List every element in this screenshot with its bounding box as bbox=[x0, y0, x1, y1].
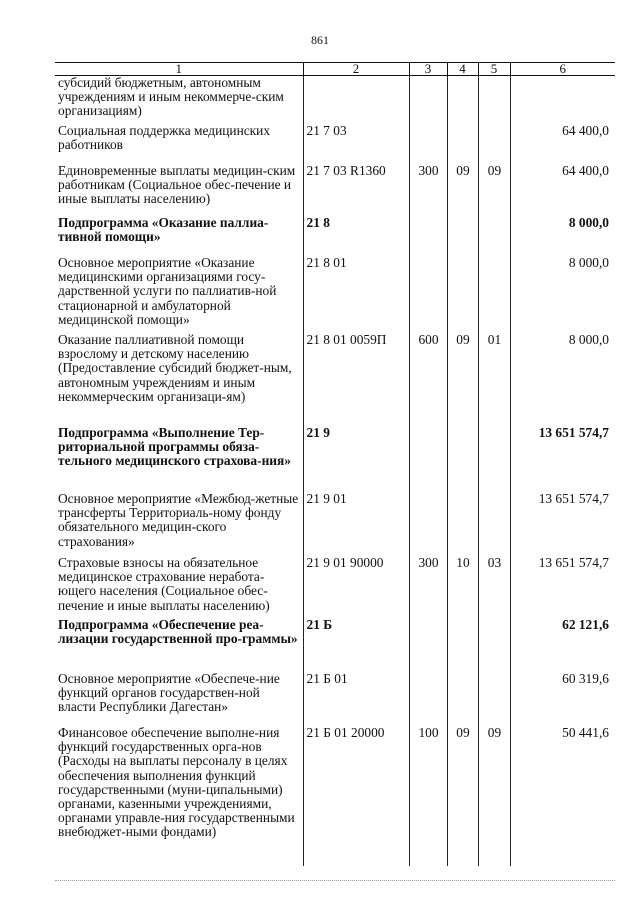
column-header-6: 6 bbox=[510, 63, 615, 76]
page-bottom-edge bbox=[55, 880, 615, 881]
row-amount: 64 400,0 bbox=[510, 164, 615, 216]
row-code: 21 7 03 bbox=[303, 124, 409, 164]
row-section bbox=[447, 216, 478, 256]
row-expense-type bbox=[409, 672, 447, 726]
row-amount bbox=[510, 76, 615, 125]
row-amount: 13 651 574,7 bbox=[510, 556, 615, 618]
budget-table bbox=[55, 62, 615, 866]
table-row bbox=[55, 164, 615, 216]
row-name: Основное мероприятие «Оказание медицинскими организациями госу-дарственной услуги по паллиатив-ной стационарной и амбулаторной медицинской помощи» bbox=[55, 256, 303, 333]
row-expense-type bbox=[409, 618, 447, 672]
row-code: 21 8 01 0059П bbox=[303, 333, 409, 426]
row-code: 21 9 01 90000 bbox=[303, 556, 409, 618]
row-section: 10 bbox=[447, 556, 478, 618]
row-name: Страховые взносы на обязательное медицинское страхование неработа-ющего населения (Социальное обес-печение и иные выплаты населению) bbox=[55, 556, 303, 618]
table-row bbox=[55, 492, 615, 556]
row-name: Подпрограмма «Оказание паллиа-тивной помощи» bbox=[55, 216, 303, 256]
table-row bbox=[55, 124, 615, 164]
row-amount: 50 441,6 bbox=[510, 726, 615, 866]
row-amount: 8 000,0 bbox=[510, 216, 615, 256]
row-expense-type bbox=[409, 124, 447, 164]
row-section: 09 bbox=[447, 164, 478, 216]
table-row bbox=[55, 726, 615, 866]
row-subsection bbox=[478, 256, 510, 333]
table-row bbox=[55, 556, 615, 618]
row-expense-type: 100 bbox=[409, 726, 447, 866]
table-row bbox=[55, 618, 615, 672]
row-name: Социальная поддержка медицинских работников bbox=[55, 124, 303, 164]
table-body bbox=[55, 76, 615, 867]
row-subsection bbox=[478, 124, 510, 164]
row-expense-type: 300 bbox=[409, 556, 447, 618]
row-amount: 13 651 574,7 bbox=[510, 426, 615, 492]
row-amount: 8 000,0 bbox=[510, 333, 615, 426]
row-subsection bbox=[478, 492, 510, 556]
row-subsection: 01 bbox=[478, 333, 510, 426]
row-expense-type bbox=[409, 76, 447, 125]
row-code bbox=[303, 76, 409, 125]
row-name: Единовременные выплаты медицин-ским работникам (Социальное обес-печение и иные выплаты населению) bbox=[55, 164, 303, 216]
row-amount: 62 121,6 bbox=[510, 618, 615, 672]
row-section bbox=[447, 672, 478, 726]
row-name: Финансовое обеспечение выполне-ния функций государственных орга-нов (Расходы на выплаты персоналу в целях обеспечения выполнения функций государственными (муни-ципальными) органами, казенными учреждениями, органами управле-ния государственными внебюджет-ными фондами) bbox=[55, 726, 303, 866]
column-header-5: 5 bbox=[478, 63, 510, 76]
row-code: 21 Б 01 20000 bbox=[303, 726, 409, 866]
row-section: 09 bbox=[447, 726, 478, 866]
row-code: 21 8 01 bbox=[303, 256, 409, 333]
row-expense-type bbox=[409, 256, 447, 333]
row-code: 21 8 bbox=[303, 216, 409, 256]
row-subsection bbox=[478, 672, 510, 726]
row-name: субсидий бюджетным, автономным учреждениям и иным некоммерче-ским организациям) bbox=[55, 76, 303, 125]
row-section bbox=[447, 618, 478, 672]
row-code: 21 9 bbox=[303, 426, 409, 492]
row-expense-type bbox=[409, 216, 447, 256]
row-name: Оказание паллиативной помощи взрослому и детскому населению (Предоставление субсидий бюджет-ным, автономным учреждениям и иным некоммерческим организаци-ям) bbox=[55, 333, 303, 426]
row-subsection: 03 bbox=[478, 556, 510, 618]
row-expense-type: 600 bbox=[409, 333, 447, 426]
row-subsection: 09 bbox=[478, 164, 510, 216]
table-row bbox=[55, 76, 615, 125]
row-name: Подпрограмма «Выполнение Тер-риториальной программы обяза-тельного медицинского страхова-ния» bbox=[55, 426, 303, 492]
column-header-1: 1 bbox=[55, 63, 303, 76]
row-code: 21 Б 01 bbox=[303, 672, 409, 726]
row-section bbox=[447, 76, 478, 125]
row-section bbox=[447, 492, 478, 556]
table-row bbox=[55, 333, 615, 426]
row-amount: 60 319,6 bbox=[510, 672, 615, 726]
row-section bbox=[447, 124, 478, 164]
table-row bbox=[55, 256, 615, 333]
row-section bbox=[447, 426, 478, 492]
row-name: Основное мероприятие «Обеспече-ние функций органов государствен-ной власти Республики Дагестан» bbox=[55, 672, 303, 726]
column-header-2: 2 bbox=[303, 63, 409, 76]
row-subsection bbox=[478, 618, 510, 672]
row-amount: 8 000,0 bbox=[510, 256, 615, 333]
row-subsection bbox=[478, 76, 510, 125]
row-amount: 64 400,0 bbox=[510, 124, 615, 164]
table-row bbox=[55, 672, 615, 726]
row-section: 09 bbox=[447, 333, 478, 426]
row-code: 21 7 03 R1360 bbox=[303, 164, 409, 216]
row-expense-type: 300 bbox=[409, 164, 447, 216]
table-row bbox=[55, 216, 615, 256]
row-code: 21 9 01 bbox=[303, 492, 409, 556]
row-section bbox=[447, 256, 478, 333]
row-expense-type bbox=[409, 426, 447, 492]
row-amount: 13 651 574,7 bbox=[510, 492, 615, 556]
row-name: Основное мероприятие «Межбюд-жетные трансферты Территориаль-ному фонду обязательного медицин-ского страхования» bbox=[55, 492, 303, 556]
row-code: 21 Б bbox=[303, 618, 409, 672]
row-subsection: 09 bbox=[478, 726, 510, 866]
row-expense-type bbox=[409, 492, 447, 556]
column-header-3: 3 bbox=[409, 63, 447, 76]
row-name: Подпрограмма «Обеспечение реа-лизации государственной про-граммы» bbox=[55, 618, 303, 672]
page-number: 861 bbox=[311, 33, 329, 47]
row-subsection bbox=[478, 426, 510, 492]
column-number-row bbox=[55, 63, 615, 76]
column-header-4: 4 bbox=[447, 63, 478, 76]
row-subsection bbox=[478, 216, 510, 256]
table-row bbox=[55, 426, 615, 492]
